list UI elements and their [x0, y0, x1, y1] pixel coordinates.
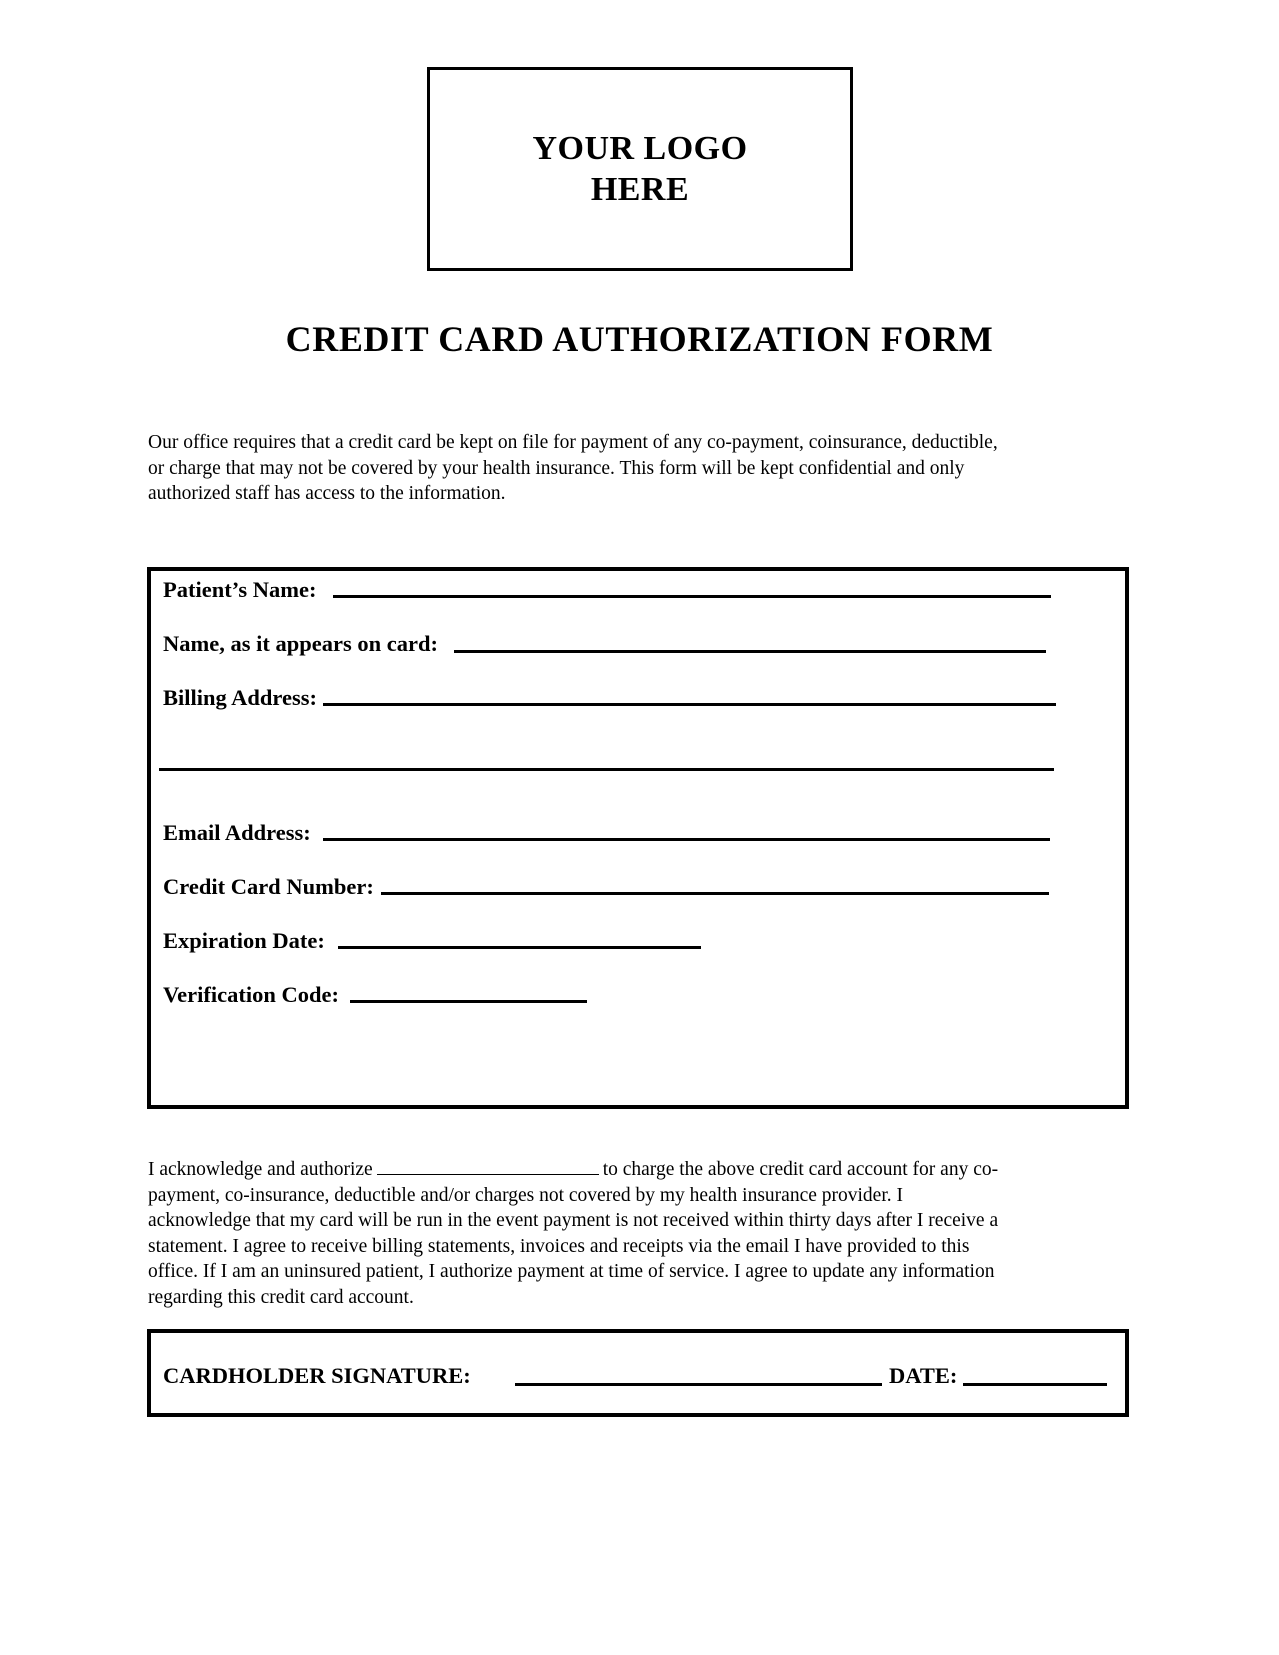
expiration-date-field[interactable]: [338, 946, 701, 949]
card-number-label: Credit Card Number:: [163, 874, 374, 899]
acknowledgement-line: payment, co-insurance, deductible and/or charges not covered by my health insurance provider. I: [148, 1184, 903, 1206]
acknowledgement-start: I acknowledge and authorize: [148, 1159, 373, 1180]
patient-name-label: Patient’s Name:: [163, 577, 317, 602]
date-label: DATE:: [889, 1363, 958, 1388]
intro-line: Our office requires that a credit card be kept on file for payment of any co-payment, coinsurance, deductible,: [148, 432, 998, 453]
cardholder-signature-label: CARDHOLDER SIGNATURE:: [163, 1363, 471, 1388]
name-on-card-field[interactable]: [454, 650, 1046, 653]
cardholder-signature-field[interactable]: [515, 1383, 882, 1386]
name-on-card-label: Name, as it appears on card:: [163, 631, 438, 656]
card-info-section: [147, 567, 1129, 1109]
expiration-date-label: Expiration Date:: [163, 928, 325, 953]
acknowledgement-end: to charge the above credit card account for any co-: [602, 1159, 999, 1180]
acknowledgement-line: acknowledge that my card will be run in the event payment is not received within thirty days after I receive a: [148, 1210, 999, 1231]
email-address-label: Email Address:: [163, 820, 311, 845]
date-field[interactable]: [963, 1383, 1107, 1386]
intro-line: authorized staff has access to the information.: [148, 483, 506, 504]
patient-name-field[interactable]: [333, 595, 1051, 598]
verification-code-field[interactable]: [350, 1000, 587, 1003]
billing-address-field-line-2[interactable]: [159, 768, 1054, 771]
card-number-field[interactable]: [381, 892, 1049, 895]
intro-paragraph: [148, 430, 1138, 507]
authorized-party-blank[interactable]: [377, 1157, 599, 1175]
signature-section: [147, 1329, 1129, 1417]
logo-placeholder: [427, 67, 853, 271]
email-address-field[interactable]: [323, 838, 1050, 841]
acknowledgement-line: statement. I agree to receive billing statements, invoices and receipts via the email I have provided to this: [148, 1235, 970, 1257]
acknowledgement-paragraph: [148, 1157, 1138, 1310]
acknowledgement-line: office. If I am an uninsured patient, I authorize payment at time of service. I agree to update any information: [148, 1261, 995, 1282]
verification-code-label: Verification Code:: [163, 982, 340, 1007]
intro-line: or charge that may not be covered by your health insurance. This form will be kept confidential and only: [148, 457, 965, 479]
acknowledgement-line: regarding this credit card account.: [148, 1286, 414, 1308]
logo-text-line-2: HERE: [590, 171, 690, 208]
billing-address-label: Billing Address:: [163, 685, 318, 710]
billing-address-field[interactable]: [323, 703, 1056, 706]
page-title: CREDIT CARD AUTHORIZATION FORM: [285, 319, 994, 359]
acknowledgement-line: [148, 1157, 1138, 1183]
logo-text-line-1: YOUR LOGO: [532, 130, 748, 167]
